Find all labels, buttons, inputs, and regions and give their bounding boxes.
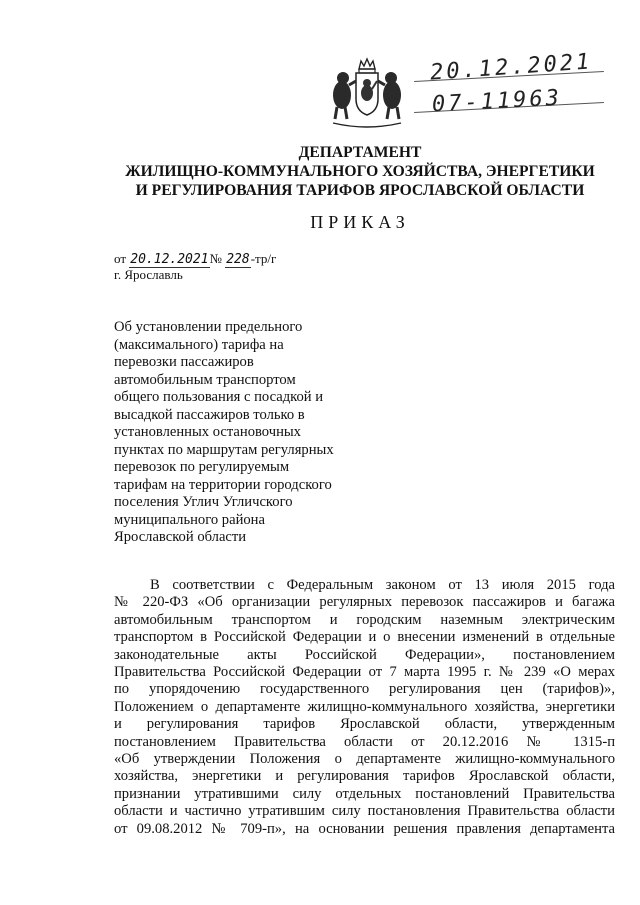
body-line: хозяйства, энергетики и регулирования тарифов Ярославской области, — [114, 768, 615, 785]
department-title-line-3: И РЕГУЛИРОВАНИЯ ТАРИФОВ ЯРОСЛАВСКОЙ ОБЛАСТИ — [135, 182, 585, 199]
body-line: законодательные акты Российской Федерации», постановлением — [114, 646, 615, 663]
body-line: от 09.08.2012 № 709-п», на основании решения правления департамента — [114, 820, 615, 837]
order-date-number — [114, 251, 276, 267]
order-number: 228 — [226, 252, 250, 267]
body-line: В соответствии с Федеральным законом от 13 июля 2015 года — [150, 577, 615, 593]
order-number-suffix: -тр/г — [250, 251, 277, 266]
order-body-paragraph — [114, 577, 615, 838]
subject-line: перевозки пассажиров — [114, 354, 254, 370]
subject-line: автомобильным транспортом — [114, 371, 296, 388]
subject-line: перевозок по регулируемым — [114, 459, 290, 475]
body-line: «Об утверждении Положения о департаменте жилищно-коммунального — [114, 751, 615, 768]
body-line: признании утратившими силу отдельных постановлений Правительства — [114, 785, 615, 802]
department-title-line-2: ЖИЛИЩНО-КОММУНАЛЬНОГО ХОЗЯЙСТВА, ЭНЕРГЕТИКИ — [125, 163, 595, 180]
registration-date: 20.12.2021 — [429, 49, 594, 86]
registration-number: 07-11963 — [431, 85, 563, 118]
subject-line: поселения Углич Угличского — [114, 494, 293, 510]
body-line: области и частично утратившим силу постановления Правительства области — [114, 803, 615, 820]
body-line: транспортом в Российской Федерации и о внесении изменений в отдельные — [114, 629, 615, 646]
order-subject — [114, 319, 364, 547]
order-city: г. Ярославль — [114, 267, 183, 282]
subject-line: общего пользования с посадкой и — [114, 389, 324, 405]
order-date: 20.12.2021 — [130, 252, 209, 267]
subject-line: Ярославской области — [114, 529, 247, 545]
body-line: по упорядочению государственного регулирования цен (тарифов)», — [114, 681, 615, 698]
body-line: постановлением Правительства области от 20.12.2016 № 1315-п — [114, 733, 615, 750]
subject-line: (максимального) тарифа на — [114, 336, 284, 353]
body-line: Положением о департаменте жилищно-коммунального хозяйства, энергетики — [114, 698, 615, 715]
order-date-prefix: от — [114, 251, 127, 266]
subject-line: тарифам на территории городского — [114, 476, 332, 493]
document-type-title: ПРИКАЗ — [310, 212, 410, 232]
department-title-line-1: ДЕПАРТАМЕНТ — [298, 144, 422, 161]
order-number-sign: № — [209, 251, 222, 266]
body-line: и регулирования тарифов Ярославской области, утвержденным — [114, 716, 615, 733]
subject-line: пунктах по маршрутам регулярных — [114, 441, 334, 458]
subject-line: высадкой пассажиров только в — [114, 406, 305, 423]
subject-line: Об установлении предельного — [114, 319, 303, 335]
body-line: автомобильным транспортом и городским наземным электрическим — [114, 611, 615, 628]
subject-line: муниципального района — [114, 511, 265, 528]
subject-line: установленных остановочных — [114, 424, 301, 440]
body-line: № 220-ФЗ «Об организации регулярных перевозок пассажиров и багажа — [114, 594, 615, 611]
body-line: Правительства Российской Федерации от 7 марта 1995 г. № 239 «О мерах — [114, 664, 615, 681]
yaroslavl-coat-of-arms-icon — [325, 55, 409, 131]
